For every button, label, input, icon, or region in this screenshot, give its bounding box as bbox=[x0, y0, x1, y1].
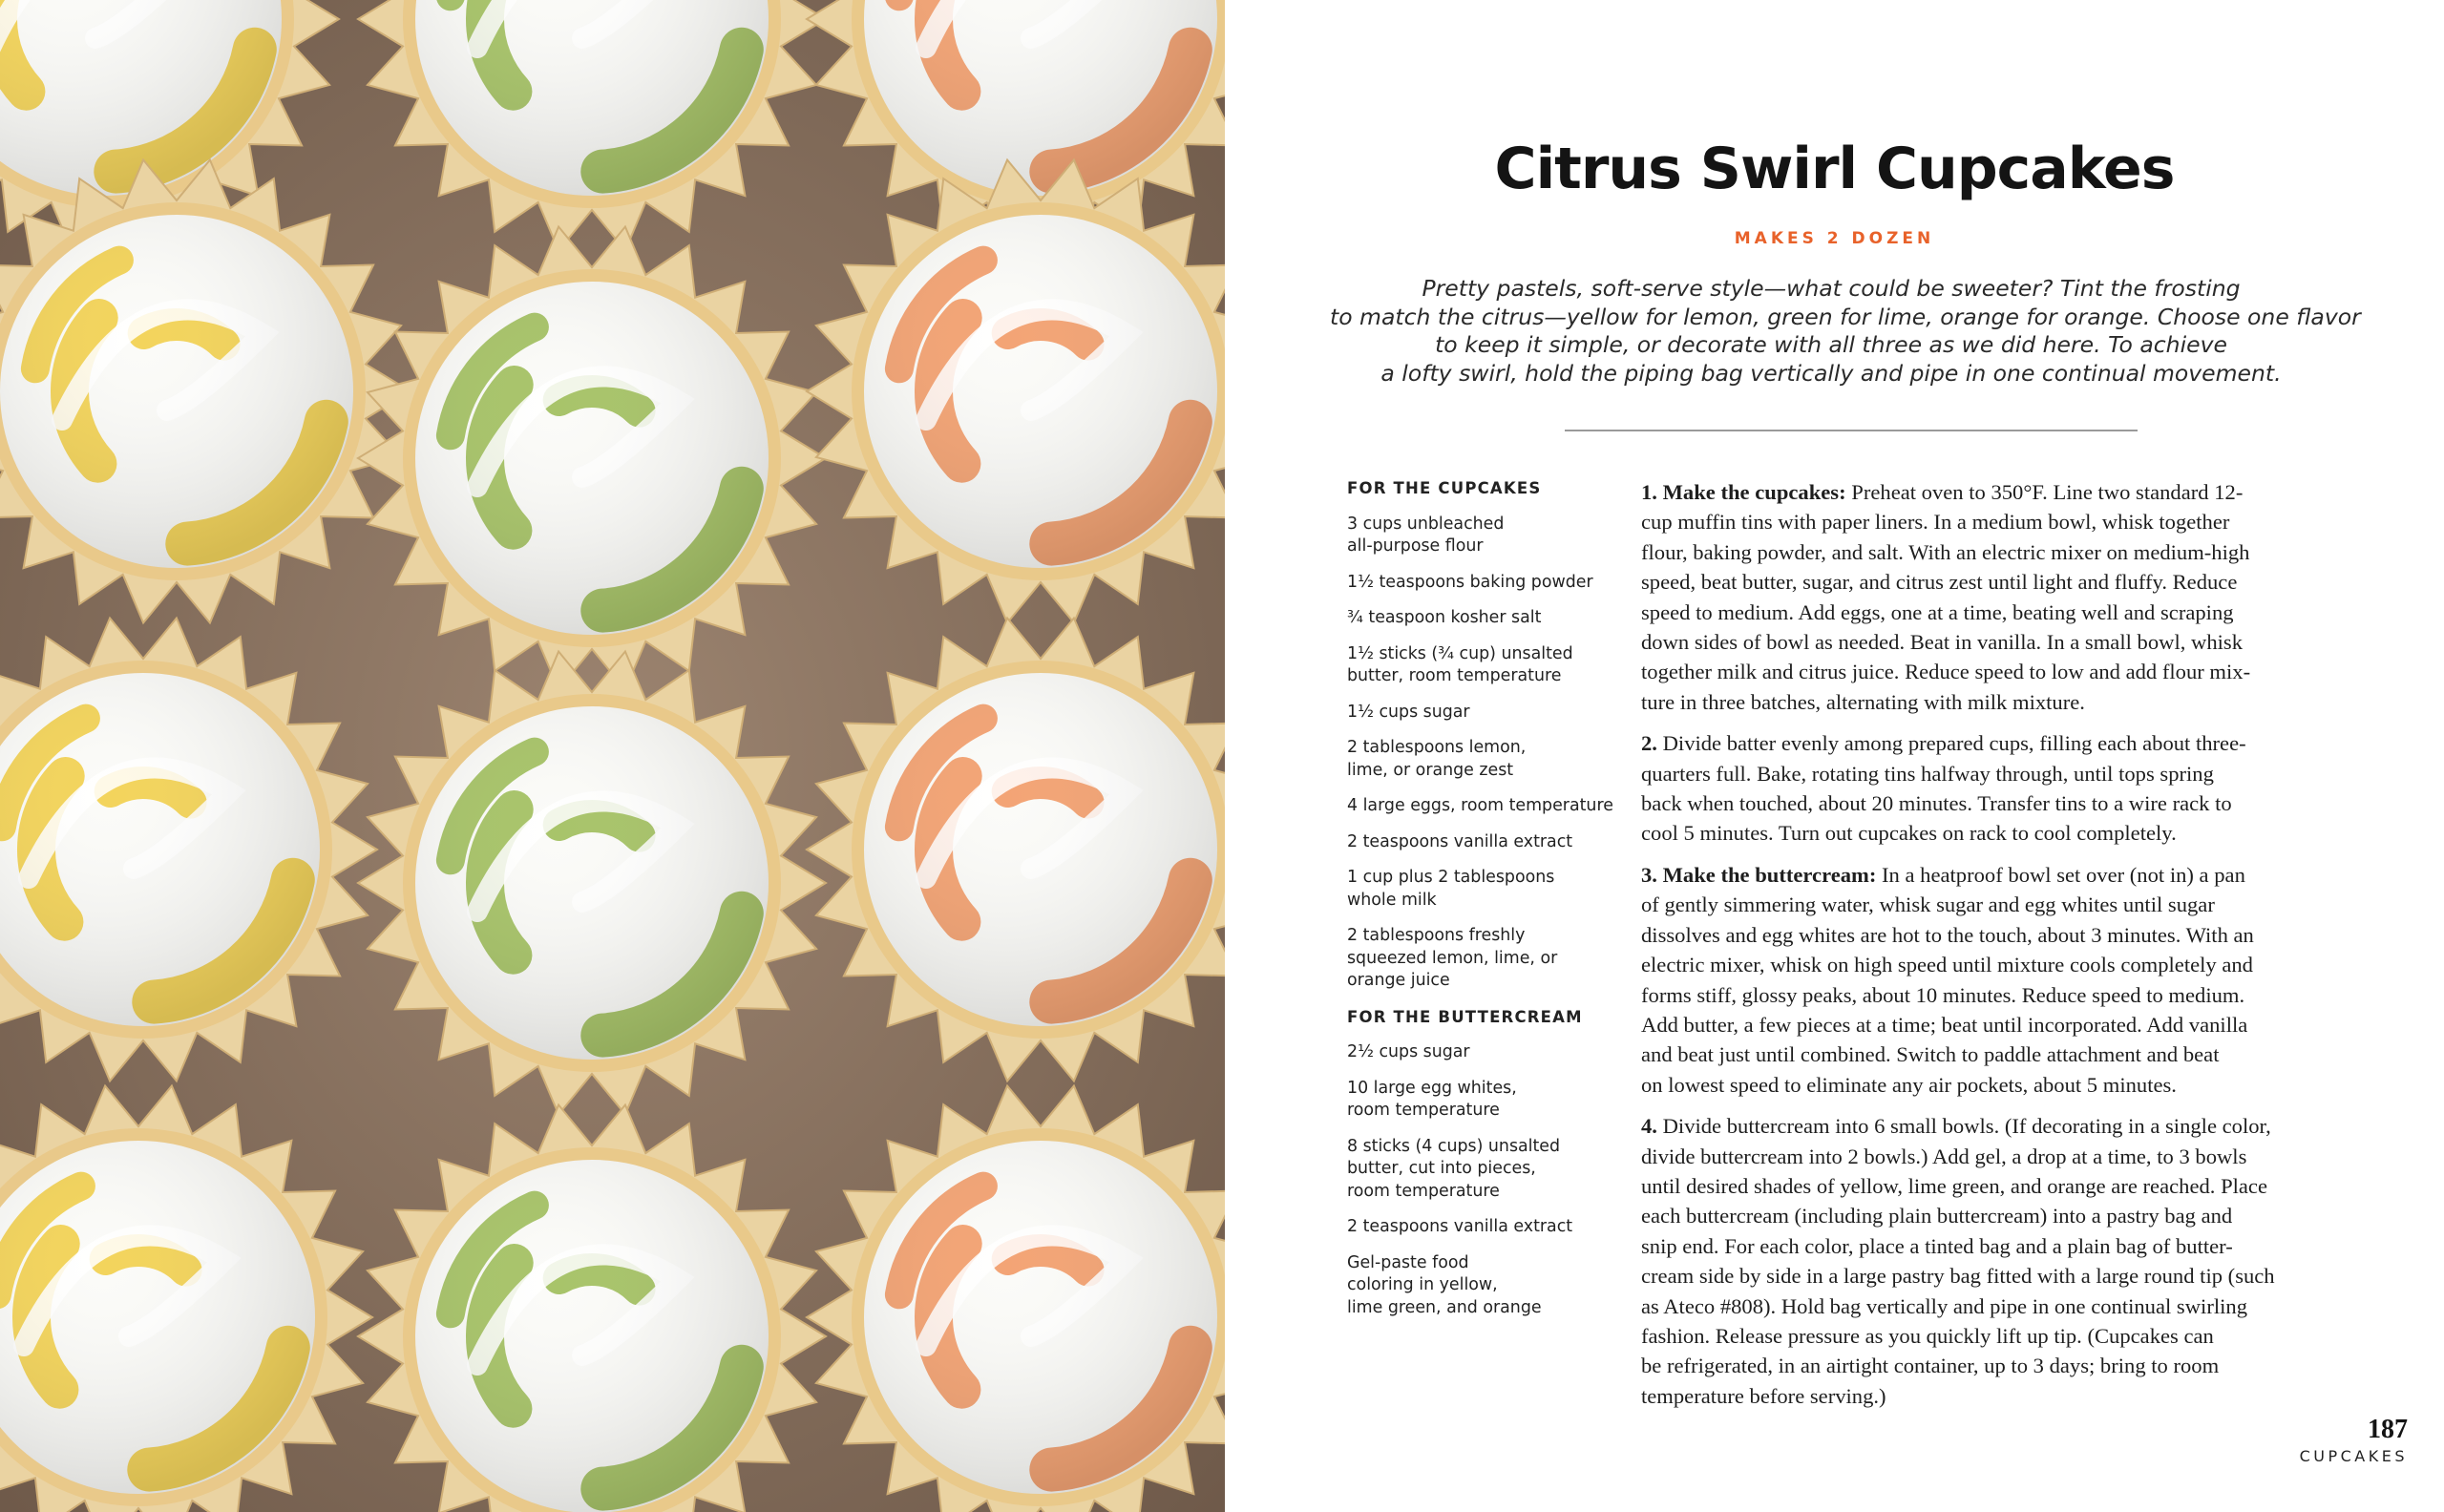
step-line: each buttercream (including plain buttercream) into a pastry bag and bbox=[1641, 1204, 2233, 1228]
ingredient-line: all-purpose flour bbox=[1347, 536, 1484, 556]
ingredient-item bbox=[1347, 867, 1633, 912]
ingredient-line: 2 teaspoons vanilla extract bbox=[1347, 1217, 1573, 1236]
ingredient-item bbox=[1347, 643, 1633, 688]
ingredient-item bbox=[1347, 831, 1633, 854]
ingredient-line: 10 large egg whites, bbox=[1347, 1078, 1517, 1098]
ingredient-line: 2 teaspoons vanilla extract bbox=[1347, 831, 1573, 851]
step-line: 1. Make the cupcakes: Preheat oven to 350°F. Line two standard 12- bbox=[1641, 480, 2244, 504]
ingredient-line: 1½ teaspoons baking powder bbox=[1347, 572, 1593, 592]
divider bbox=[1565, 430, 2138, 431]
ingredient-line: lime, or orange zest bbox=[1347, 760, 1514, 780]
step-line: be refrigerated, in an airtight container, up to 3 days; bring to room bbox=[1641, 1354, 2220, 1378]
cupcake-ingredients bbox=[1347, 514, 1633, 993]
method-step bbox=[1641, 728, 2367, 849]
step-line: speed to medium. Add eggs, one at a time, beating well and scraping bbox=[1641, 599, 2234, 624]
recipe-yield: MAKES 2 DOZEN bbox=[1734, 229, 1935, 248]
step-line: quarters full. Bake, rotating tins halfway through, until tops spring bbox=[1641, 761, 2214, 786]
ingredient-line: 1½ cups sugar bbox=[1347, 702, 1470, 722]
ingredient-item bbox=[1347, 572, 1633, 595]
ingredient-line: Gel-paste food bbox=[1347, 1252, 1469, 1272]
method-step bbox=[1641, 477, 2367, 717]
ingredients-list bbox=[1347, 477, 1633, 1333]
step-line: snip end. For each color, place a tinted bag and a plain bag of butter- bbox=[1641, 1233, 2233, 1258]
ingredient-line: ¾ teaspoon kosher salt bbox=[1347, 608, 1542, 627]
step-line: and beat just until combined. Switch to paddle attachment and beat bbox=[1641, 1042, 2220, 1067]
ingredient-line: 8 sticks (4 cups) unsalted bbox=[1347, 1136, 1561, 1156]
step-line: 2. Divide batter evenly among prepared cups, filling each about three- bbox=[1641, 731, 2246, 756]
ingredient-line: 1 cup plus 2 tablespoons bbox=[1347, 868, 1555, 887]
step-line: forms stiff, glossy peaks, about 10 minutes. Reduce speed to medium. bbox=[1641, 982, 2245, 1007]
step-line: until desired shades of yellow, lime green, and orange are reached. Place bbox=[1641, 1173, 2267, 1198]
ingredient-line: 1½ sticks (¾ cup) unsalted bbox=[1347, 643, 1573, 663]
step-line: cup muffin tins with paper liners. In a medium bowl, whisk together bbox=[1641, 510, 2230, 535]
step-line: divide buttercream into 2 bowls.) Add gel, a drop at a time, to 3 bowls bbox=[1641, 1144, 2247, 1168]
ingredient-item bbox=[1347, 795, 1633, 818]
step-line: 3. Make the buttercream: In a heatproof bowl set over (not in) a pan bbox=[1641, 862, 2245, 887]
step-line: cool 5 minutes. Turn out cupcakes on rack to cool completely. bbox=[1641, 821, 2177, 846]
ingredients-heading: FOR THE BUTTERCREAM bbox=[1347, 1007, 1583, 1026]
step-line: ture in three batches, alternating with milk mixture. bbox=[1641, 689, 2085, 714]
step-line: cream side by side in a large pastry bag fitted with a large round tip (such bbox=[1641, 1264, 2275, 1289]
step-line: Add butter, a few pieces at a time; beat until incorporated. Add vanilla bbox=[1641, 1012, 2248, 1037]
intro-line: a lofty swirl, hold the piping bag vertically and pipe in one continual movement. bbox=[1380, 359, 2282, 387]
ingredient-item bbox=[1347, 514, 1633, 558]
step-line: dissolves and egg whites are hot to the touch, about 3 minutes. With an bbox=[1641, 922, 2254, 947]
ingredient-item bbox=[1347, 1136, 1633, 1204]
method-step bbox=[1641, 1111, 2367, 1411]
step-heading: 2. bbox=[1641, 731, 1663, 756]
ingredient-line: 2 tablespoons lemon, bbox=[1347, 738, 1527, 757]
step-line: of gently simmering water, whisk sugar and egg whites until sugar bbox=[1641, 892, 2215, 917]
ingredient-line: 3 cups unbleached bbox=[1347, 514, 1505, 534]
ingredient-item bbox=[1347, 607, 1633, 630]
step-line: together milk and citrus juice. Reduce speed to low and add flour mix- bbox=[1641, 660, 2251, 684]
step-line: fashion. Release pressure as you quickly lift up tip. (Cupcakes can bbox=[1641, 1323, 2214, 1348]
ingredient-line: room temperature bbox=[1347, 1101, 1500, 1120]
intro-line: to keep it simple, or decorate with all three as we did here. To achieve bbox=[1435, 331, 2227, 358]
ingredient-item bbox=[1347, 925, 1633, 993]
ingredient-item bbox=[1347, 1078, 1633, 1123]
ingredient-line: 2½ cups sugar bbox=[1347, 1042, 1470, 1061]
intro-line: to match the citrus—yellow for lemon, green for lime, orange for orange. Choose one flavor bbox=[1330, 303, 2361, 330]
step-line: down sides of bowl as needed. Beat in vanilla. In a small bowl, whisk bbox=[1641, 630, 2243, 655]
ingredient-line: butter, room temperature bbox=[1347, 666, 1562, 685]
ingredient-item bbox=[1347, 1252, 1633, 1320]
ingredient-line: whole milk bbox=[1347, 890, 1437, 910]
ingredient-item bbox=[1347, 1041, 1633, 1064]
ingredient-line: room temperature bbox=[1347, 1181, 1500, 1201]
ingredient-item bbox=[1347, 1216, 1633, 1239]
step-line: electric mixer, whisk on high speed until mixture cools completely and bbox=[1641, 953, 2253, 977]
step-line: back when touched, about 20 minutes. Transfer tins to a wire rack to bbox=[1641, 791, 2232, 816]
chapter-label: CUPCAKES bbox=[2299, 1447, 2408, 1465]
step-line: flour, baking powder, and salt. With an electric mixer on medium-high bbox=[1641, 539, 2250, 564]
buttercream-ingredients bbox=[1347, 1041, 1633, 1319]
ingredient-line: butter, cut into pieces, bbox=[1347, 1159, 1536, 1178]
ingredient-line: coloring in yellow, bbox=[1347, 1275, 1498, 1294]
page-number: 187 bbox=[2368, 1415, 2408, 1444]
step-line: as Ateco #808). Hold bag vertically and pipe in one continual swirling bbox=[1641, 1293, 2247, 1318]
recipe-title: Citrus Swirl Cupcakes bbox=[1494, 136, 2175, 202]
ingredient-line: squeezed lemon, lime, or bbox=[1347, 948, 1558, 968]
step-heading: 1. Make the cupcakes: bbox=[1641, 480, 1852, 504]
ingredient-item bbox=[1347, 702, 1633, 724]
ingredient-line: orange juice bbox=[1347, 971, 1450, 990]
step-line: temperature before serving.) bbox=[1641, 1383, 1886, 1408]
ingredient-line: 2 tablespoons freshly bbox=[1347, 926, 1526, 945]
step-line: on lowest speed to eliminate any air pockets, about 5 minutes. bbox=[1641, 1072, 2177, 1097]
ingredient-line: 4 large eggs, room temperature bbox=[1347, 796, 1613, 815]
ingredients-heading: FOR THE CUPCAKES bbox=[1347, 479, 1542, 497]
step-heading: 4. bbox=[1641, 1114, 1663, 1139]
step-heading: 3. Make the buttercream: bbox=[1641, 862, 1883, 887]
step-line: speed, beat butter, sugar, and citrus zest until light and fluffy. Reduce bbox=[1641, 570, 2238, 595]
step-line: 4. Divide buttercream into 6 small bowls. (If decorating in a single color, bbox=[1641, 1114, 2271, 1139]
method-steps bbox=[1641, 477, 2367, 1422]
intro-line: Pretty pastels, soft-serve style—what could be sweeter? Tint the frosting bbox=[1422, 275, 2241, 302]
ingredient-item bbox=[1347, 737, 1633, 782]
ingredient-line: lime green, and orange bbox=[1347, 1297, 1542, 1317]
recipe-intro bbox=[1330, 275, 2361, 388]
recipe-page bbox=[1225, 0, 2444, 1512]
method-step bbox=[1641, 860, 2367, 1100]
